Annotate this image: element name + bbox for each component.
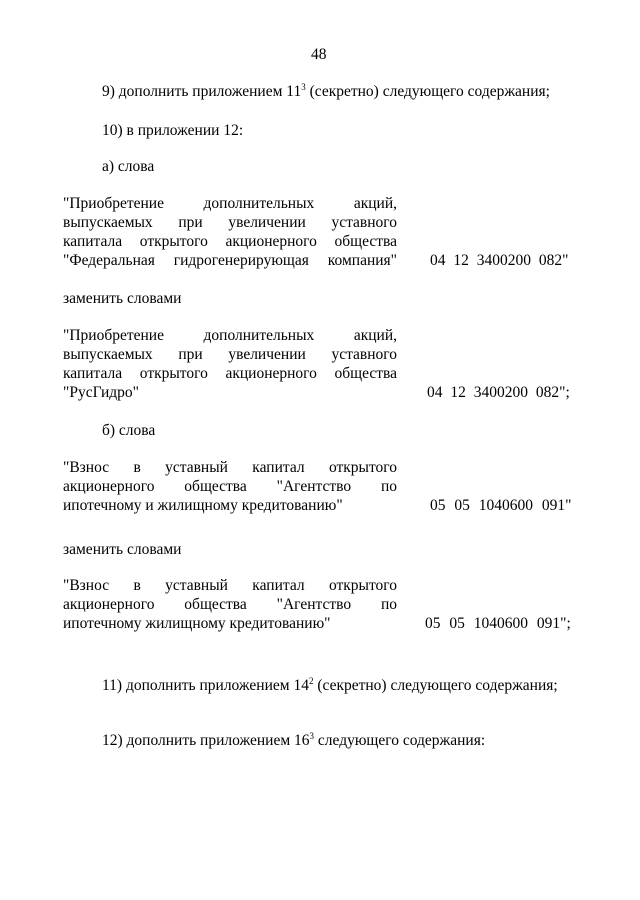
block-1-line: выпускаемых при увеличении уставного: [63, 214, 397, 231]
block-4-line: акционерного общества "Агентство по: [63, 596, 397, 613]
item-12-sup: 3: [309, 731, 315, 741]
block-1-line: "Приобретение дополнительных акций,: [63, 195, 397, 212]
block-2-code: 04 12 3400200 082";: [427, 384, 570, 401]
block-4-text: [63, 576, 397, 633]
block-3-line: "Взнос в уставный капитал открытого: [63, 459, 397, 476]
block-3-line: акционерного общества "Агентство по: [63, 478, 397, 495]
item-11-sup: 2: [308, 676, 314, 686]
replace-label-1: заменить словами: [63, 290, 182, 307]
block-3-code: 05 05 1040600 091": [430, 497, 572, 514]
block-2-line: "РусГидро": [63, 384, 139, 401]
item-9-sup: 3: [301, 82, 306, 92]
block-1-code: 04 12 3400200 082": [430, 252, 569, 269]
item-12: [102, 731, 485, 750]
block-2-line: "Приобретение дополнительных акций,: [63, 327, 397, 344]
subitem-b: б) слова: [102, 422, 156, 439]
block-3-text: [63, 458, 397, 515]
block-2-text: [63, 326, 397, 402]
item-12-text: 12) дополнить приложением 16: [102, 732, 310, 749]
block-4-code: 05 05 1040600 091";: [425, 615, 571, 632]
item-11-text-end: (секретно) следующего содержания;: [313, 677, 558, 694]
page-number: 48: [311, 46, 327, 63]
item-9-text: 9) дополнить приложением 11: [102, 83, 302, 100]
item-11: [102, 676, 558, 695]
block-4-line: ипотечному жилищному кредитованию": [63, 615, 331, 632]
item-12-text-end: следующего содержания:: [314, 732, 486, 749]
block-1-text: [63, 194, 397, 270]
replace-label-2: заменить словами: [63, 541, 182, 558]
subitem-a: а) слова: [102, 158, 155, 175]
block-4-line: "Взнос в уставный капитал открытого: [63, 577, 397, 594]
item-11-text: 11) дополнить приложением 14: [102, 677, 309, 694]
block-1-line: "Федеральная гидрогенерирующая компания": [63, 252, 397, 269]
block-2-line: выпускаемых при увеличении уставного: [63, 346, 397, 363]
block-1-line: капитала открытого акционерного общества: [63, 233, 397, 250]
block-2-line: капитала открытого акционерного общества: [63, 365, 397, 382]
item-9-text-end: (секретно) следующего содержания;: [305, 83, 550, 100]
item-9: [102, 82, 550, 101]
item-10: 10) в приложении 12:: [102, 122, 244, 139]
block-3-line: ипотечному и жилищному кредитованию": [63, 497, 343, 514]
